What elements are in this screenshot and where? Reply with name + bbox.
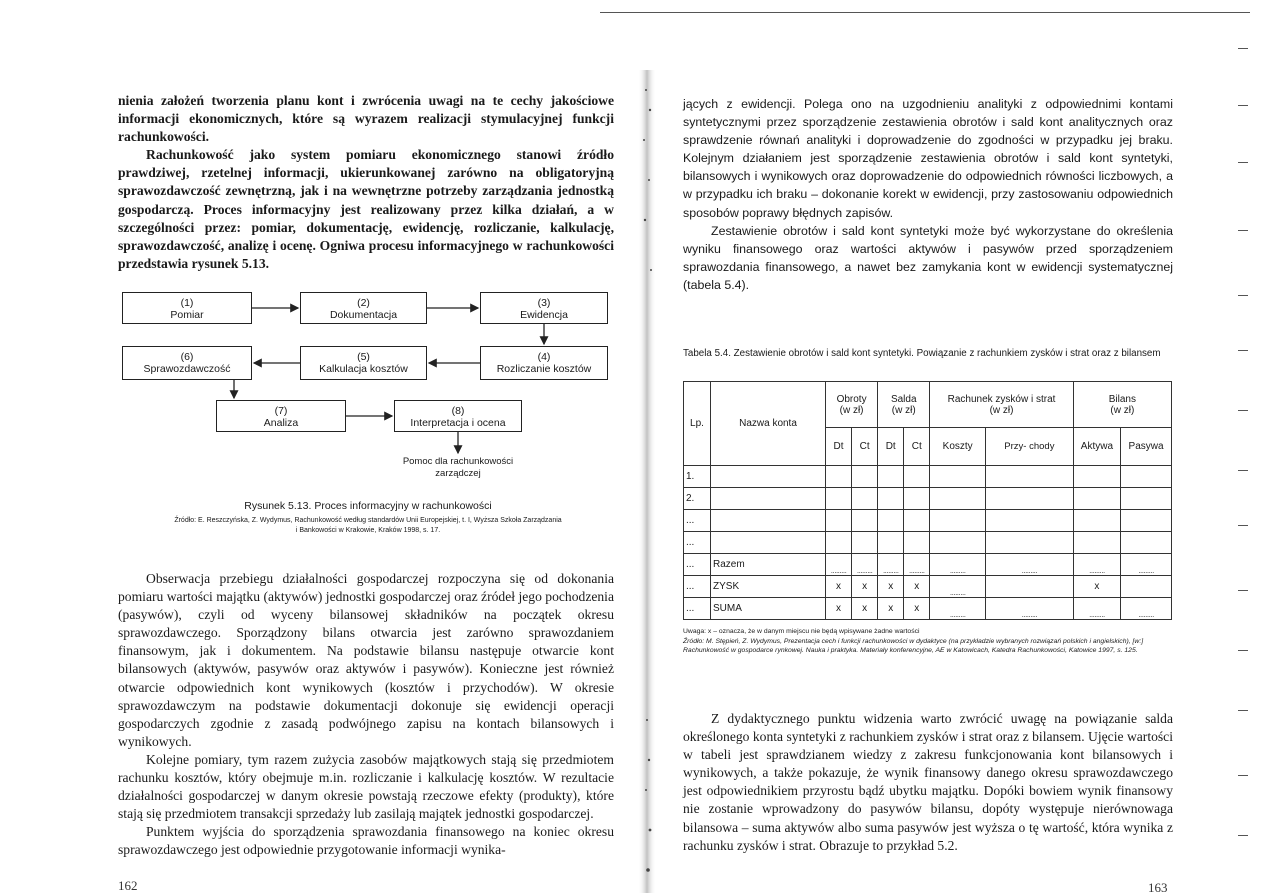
table-body: [684, 466, 1172, 620]
header-pasywa: Pasywa: [1121, 428, 1172, 466]
paragraph: jących z ewidencji. Polega ono na uzgodnieniu analityki z odpowiednimi kontami syntetycznymi przez sporządzenie zestawienia obrotów i sald kont analitycznych oraz sprawdzenie równań analityki i doprowadzenie do zgodności w przypadku jej braku. Kolejnym działaniem jest sporządzenie zestawienia obrotów i sald kont syntetyki, bilansowych i wynikowych oraz doprowadzenie do odpowiednich równości liczbowych, a w przypadku ich braku – dokonanie korekt w ewidencji, przy zastosowaniu odpowiednich sposobów poprawy błędnych zapisów.: [683, 97, 1173, 220]
diagram-note: [368, 456, 548, 480]
source-line: Źródło: E. Reszczyńska, Z. Wydymus, Rachunkowość według standardów Unii Europejskiej, t. I, Wyższa Szkoła Zarządzania: [174, 517, 562, 524]
box-label: Sprawozdawczość: [143, 363, 231, 375]
header-lp: Lp.: [684, 382, 711, 466]
cell-value: [904, 466, 930, 488]
cell-value: .........: [930, 598, 986, 620]
header-unit: (w zł): [839, 404, 864, 416]
cell-value: [1121, 466, 1172, 488]
box-number: (3): [537, 297, 551, 309]
cell-value: [986, 488, 1074, 510]
cell-value: [878, 466, 904, 488]
header-dt: Dt: [878, 428, 904, 466]
box-label: Pomiar: [170, 309, 204, 321]
cell-value: .........: [826, 554, 852, 576]
cell-value: [904, 510, 930, 532]
header-rachunek-label: Rachunek zysków i strat: [947, 393, 1056, 405]
cell-name: [711, 532, 826, 554]
cell-value: .........: [930, 554, 986, 576]
table-note: [683, 627, 1175, 656]
cell-value: [930, 488, 986, 510]
cell-value: [1073, 488, 1120, 510]
figure-source: [118, 516, 618, 536]
cell-value: x: [852, 598, 878, 620]
cell-value: [904, 488, 930, 510]
page-number-right: 163: [1148, 880, 1168, 895]
left-page-text-top: [118, 92, 614, 273]
box-label: Ewidencja: [520, 309, 568, 321]
box-label: Analiza: [263, 417, 299, 429]
header-obroty: [826, 382, 878, 428]
cell-value: .........: [878, 554, 904, 576]
note-line: zarządczej: [435, 468, 481, 479]
table-row: [684, 510, 1172, 532]
cell-value: [930, 510, 986, 532]
cell-value: [1073, 532, 1120, 554]
cell-value: x: [878, 598, 904, 620]
cell-name: [711, 510, 826, 532]
cell-value: [930, 466, 986, 488]
table-row: [684, 576, 1172, 598]
box-number: (1): [180, 297, 194, 309]
box-label: Kalkulacja kosztów: [319, 363, 408, 375]
box-number: (7): [274, 405, 288, 417]
cell-value: [826, 510, 852, 532]
cell-lp: ...: [684, 598, 711, 620]
cell-value: [1121, 576, 1172, 598]
cell-value: .........: [986, 598, 1074, 620]
cell-value: x: [904, 576, 930, 598]
balance-table: [683, 381, 1172, 620]
cell-value: [826, 488, 852, 510]
cell-value: .........: [852, 554, 878, 576]
cell-value: [852, 488, 878, 510]
cell-value: .........: [986, 554, 1074, 576]
cell-value: x: [1073, 576, 1120, 598]
header-bilans-label: Bilans: [1108, 393, 1136, 405]
box-number: (2): [357, 297, 370, 309]
cell-value: [852, 466, 878, 488]
cell-value: x: [852, 576, 878, 598]
header-rachunek: [930, 382, 1073, 428]
box-label: Dokumentacja: [329, 309, 398, 321]
header-przychody: Przy- chody: [986, 428, 1074, 466]
header-unit: (w zł): [989, 404, 1014, 416]
cell-value: .........: [1073, 598, 1120, 620]
box-number: (6): [180, 351, 194, 363]
box-number: (5): [357, 351, 370, 363]
cell-lp: ...: [684, 532, 711, 554]
cell-lp: ...: [684, 510, 711, 532]
table-row: [684, 466, 1172, 488]
paragraph: Obserwacja przebiegu działalności gospodarczej rozpoczyna się od dokonania pomiaru wartości majątku (aktywów) jednostki gospodarczej oraz źródeł jego pochodzenia (pasywów), czyli od wyceny bilansowej składników na początek okresu sprawozdawczego. Sporządzony bilans otwarcia jest zarówno sprawozdaniem finansowym, jak i dokumentem. Na podstawie bilansu następuje otwarcie kont bilansowych (aktywów, pasywów oraz aktywów i pasywów). Konieczne jest również otwarcie odpowiednich kont wynikowych (kosztów i przychodów). W okresie sprawozdawczym na podstawie dokumentacji dokonuje się ewidencji operacji gospodarczych zgodnie z zasadą podwójnego zapisu na kontach bilansowych i wynikowych.: [118, 571, 614, 749]
cell-value: [1121, 488, 1172, 510]
scan-margin-marks: [1238, 40, 1252, 880]
cell-value: [1121, 532, 1172, 554]
top-rule: [600, 12, 1250, 13]
cell-value: x: [904, 598, 930, 620]
left-page-text-bottom: [118, 570, 614, 860]
header-obroty-label: Obroty: [836, 393, 867, 405]
right-page-text-top: [683, 95, 1173, 294]
cell-name: ZYSK: [711, 576, 826, 598]
paragraph: Kolejne pomiary, tym razem zużycia zasobów majątkowych stają się przedmiotem rachunku kosztów, który obejmuje m.in. rozliczanie i kalkulację kosztów. W rezultacie działalności gospodarczej w danym okresie powstają rzeczowe efekty (produkty), które stają się przedmiotem transakcji sprzedaży lub zasilają majątek jednostki gospodarczej.: [118, 751, 614, 822]
box-label: Rozliczanie kosztów: [496, 363, 592, 375]
cell-value: [852, 510, 878, 532]
paragraph: Punktem wyjścia do sporządzenia sprawozdania finansowego na koniec okresu sprawozdawczego jest odpowiednie przygotowanie informacji wynika-: [118, 824, 614, 858]
cell-value: .........: [1121, 598, 1172, 620]
cell-name: [711, 488, 826, 510]
cell-value: x: [826, 598, 852, 620]
box-number: (8): [451, 405, 465, 417]
box-number: (4): [537, 351, 551, 363]
figure-caption: Rysunek 5.13. Proces informacyjny w rachunkowości: [244, 500, 492, 512]
table-row: [684, 488, 1172, 510]
process-diagram: [118, 288, 614, 488]
cell-value: .........: [930, 576, 986, 598]
book-spine-shadow: [632, 70, 662, 893]
header-bilans: [1073, 382, 1171, 428]
paragraph: Zestawienie obrotów i sald kont syntetyki może być wykorzystane do określenia wyniku finansowego oraz wartości aktywów i pasywów przed sporządzeniem sprawozdania finansowego, a nawet bez zamykania kont w ewidencji systematycznej (tabela 5.4).: [683, 223, 1173, 292]
note-line: Uwaga: x – oznacza, że w danym miejscu nie będą wpisywane żadne wartości: [683, 628, 920, 635]
cell-value: [826, 532, 852, 554]
cell-value: [852, 532, 878, 554]
cell-name: [711, 466, 826, 488]
table-row: [684, 598, 1172, 620]
header-dt: Dt: [826, 428, 852, 466]
paragraph: Rachunkowość jako system pomiaru ekonomicznego stanowi źródło prawdziwej, rzetelnej informacji, ukierunkowanej zarówno na obligatoryjną sprawozdawczość zewnętrzną, jak i na wewnętrzne potrzeby zarządzania jednostką gospodarczą. Proces informacyjny jest realizowany przez kilka działań, a w szczególności przez: pomiar, dokumentację, ewidencję, rozliczanie, kalkulację, sprawozdawczość, analizę i ocenę. Ogniwa procesu informacyjnego w rachunkowości przedstawia rysunek 5.13.: [118, 147, 614, 271]
cell-value: .........: [1121, 554, 1172, 576]
header-aktywa: Aktywa: [1073, 428, 1120, 466]
cell-value: x: [826, 576, 852, 598]
cell-value: .........: [904, 554, 930, 576]
box-label: Interpretacja i ocena: [410, 417, 506, 429]
right-page-text-bottom: [683, 710, 1173, 855]
header-salda: [878, 382, 930, 428]
cell-value: [826, 466, 852, 488]
cell-value: [1073, 510, 1120, 532]
table-row: [684, 532, 1172, 554]
source-line: i Bankowości w Krakowie, Kraków 1998, s. 17.: [295, 527, 441, 534]
cell-value: [904, 532, 930, 554]
cell-value: [986, 510, 1074, 532]
cell-value: [1073, 466, 1120, 488]
source-line: Źródło: M. Stępień, Z. Wydymus, Prezentacja cech i funkcji rachunkowości w dydaktyce (na przykładzie wybranych rozwiązań polskich i angielskich), [w:] Rachunkowość w gospodarce rynkowej. Nauka i praktyka. Materiały konferencyjne, AE w Katowicach, Katedra Rachunkowości, Katowice 1997, s. 125.: [683, 637, 1144, 654]
header-nazwa: Nazwa konta: [711, 382, 826, 466]
cell-value: .........: [1073, 554, 1120, 576]
note-line: Pomoc dla rachunkowości: [402, 456, 514, 467]
cell-value: [986, 466, 1074, 488]
cell-name: SUMA: [711, 598, 826, 620]
cell-value: [878, 532, 904, 554]
cell-value: [1121, 510, 1172, 532]
header-salda-label: Salda: [890, 393, 917, 405]
cell-value: [878, 488, 904, 510]
table-title: Tabela 5.4. Zestawienie obrotów i sald kont syntetyki. Powiązanie z rachunkiem zysków i strat oraz z bilansem: [683, 348, 1161, 359]
cell-lp: ...: [684, 576, 711, 598]
header-unit: (w zł): [1110, 404, 1135, 416]
header-koszty: Koszty: [930, 428, 986, 466]
cell-lp: 2.: [684, 488, 711, 510]
cell-lp: 1.: [684, 466, 711, 488]
header-ct: Ct: [904, 428, 930, 466]
cell-value: [986, 576, 1074, 598]
cell-value: x: [878, 576, 904, 598]
cell-value: [986, 532, 1074, 554]
header-unit: (w zł): [891, 404, 916, 416]
table-row: [684, 554, 1172, 576]
header-ct: Ct: [852, 428, 878, 466]
cell-name: Razem: [711, 554, 826, 576]
page-number-left: 162: [118, 878, 138, 893]
paragraph: nienia założeń tworzenia planu kont i zwrócenia uwagi na te cechy jakościowe informacji ekonomicznych, które są wyrazem realizacji stymulacyjnej funkcji rachunkowości.: [118, 93, 614, 145]
cell-lp: ...: [684, 554, 711, 576]
cell-value: [878, 510, 904, 532]
paragraph: Z dydaktycznego punktu widzenia warto zwrócić uwagę na powiązanie salda określonego konta syntetyki z rachunkiem zysków i strat oraz z bilansem. Ujęcie wartości w tabeli jest sprawdzianem wiedzy z zakresu funkcjonowania kont bilansowych i wynikowych, a także pokazuje, że wynik finansowy danego okresu sprawozdawczego jest odpowiednikiem przyrostu bądź ubytku majątku. Dopóki bowiem wynik finansowy nie zostanie wprowadzony do pasywów bilansu, dopóty występuje nierównowaga bilansowa – suma aktywów albo suma pasywów jest wyższa o tę wartość, która wynika z rachunku zysków i strat. Obrazuje to przykład 5.2.: [683, 711, 1173, 853]
cell-value: [930, 532, 986, 554]
